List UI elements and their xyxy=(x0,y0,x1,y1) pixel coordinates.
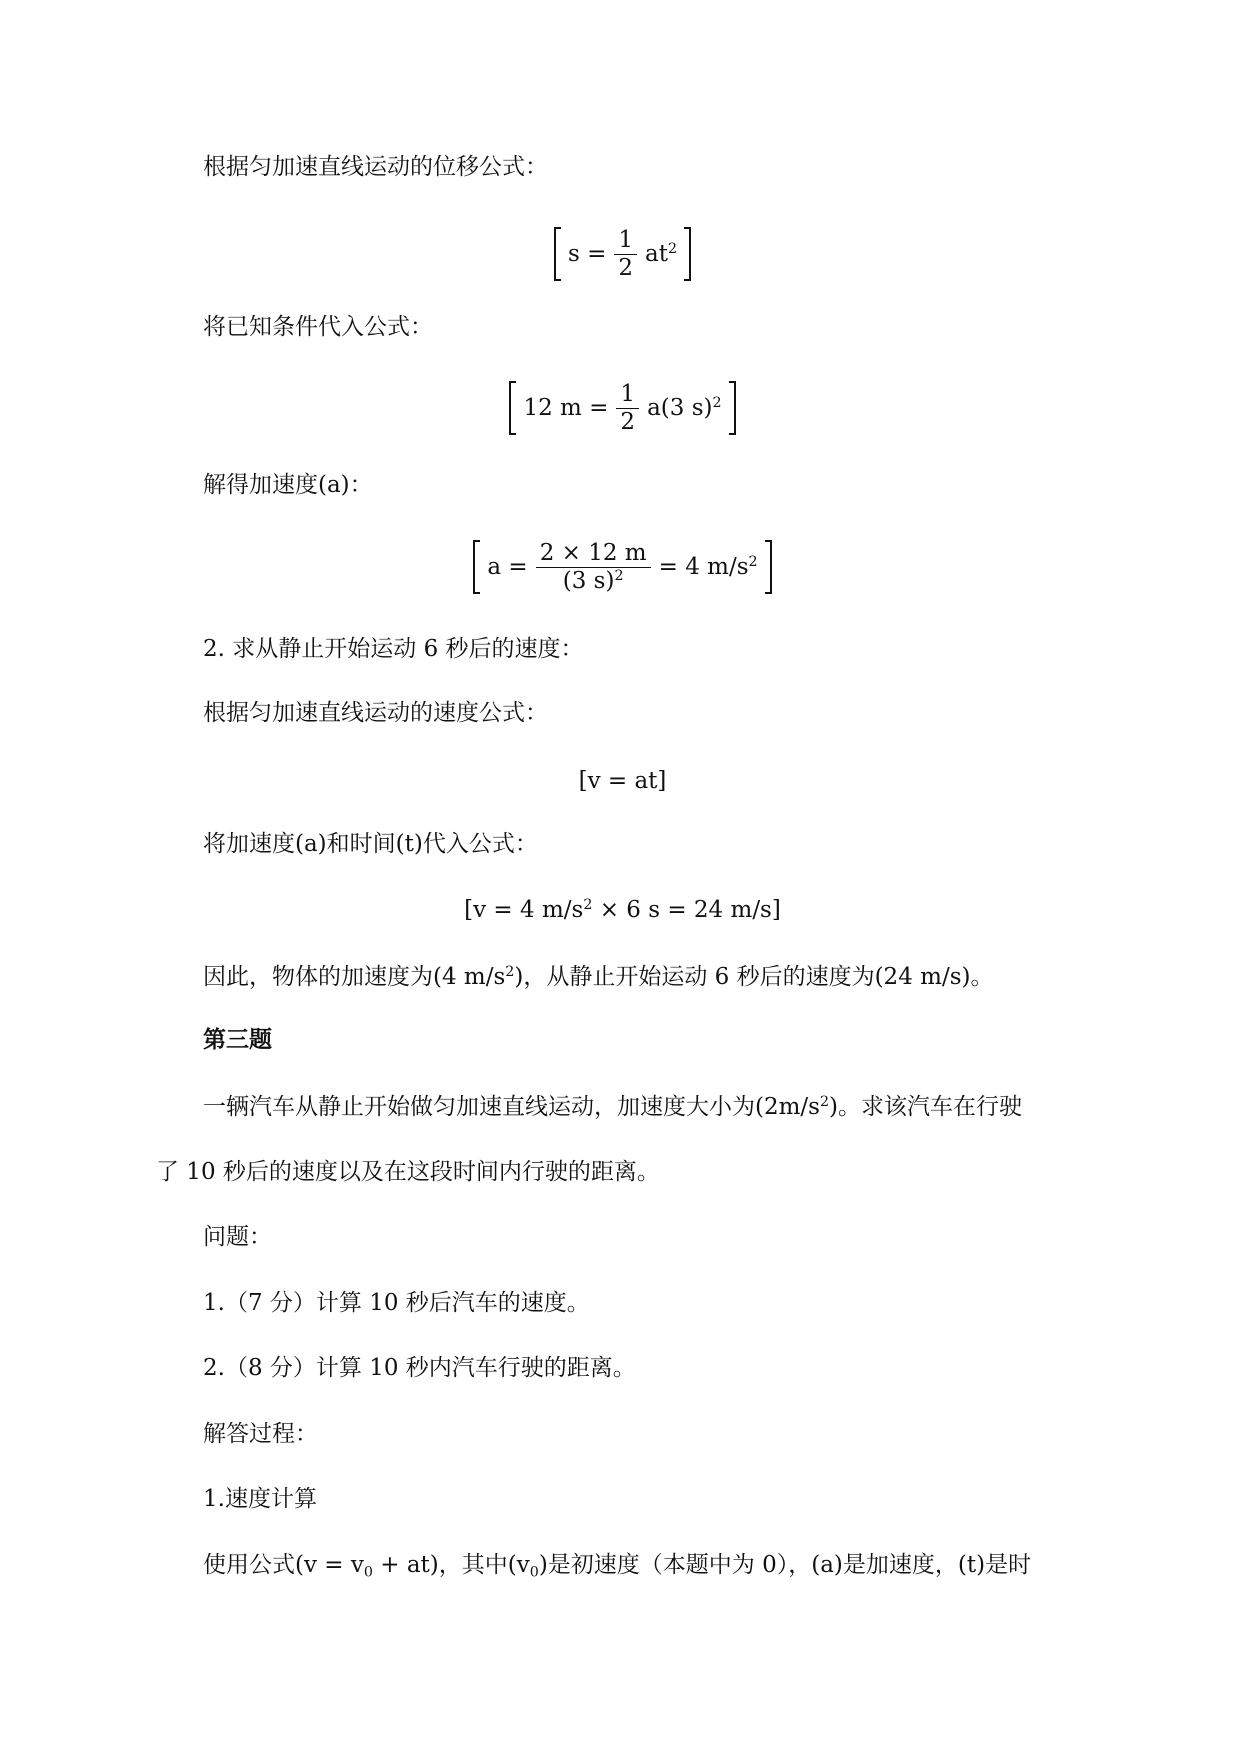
formula-rhs-text: = 4 m/s xyxy=(658,554,749,580)
formula-lhs: 12 m = xyxy=(523,395,609,421)
formula-substitution xyxy=(156,376,1089,440)
text-segment: 一辆汽车从静止开始做匀加速直线运动，加速度大小为(2m/s xyxy=(203,1094,820,1120)
formula-acceleration-result xyxy=(156,535,1089,599)
fraction-denominator: 2 xyxy=(618,254,633,281)
section-heading-question3: 第三题 xyxy=(203,1026,272,1053)
formula-lhs: a = xyxy=(487,554,528,580)
formula-lhs: s = xyxy=(567,241,607,267)
right-bracket xyxy=(765,540,772,594)
formula-rhs-text: at xyxy=(644,241,668,267)
paragraph-part2-heading: 2. 求从静止开始运动 6 秒后的速度： xyxy=(203,636,584,662)
superscript: 2 xyxy=(583,897,593,914)
formula-velocity: [v = at] xyxy=(578,768,667,794)
text-segment: )是初速度（本题中为 0），(a)是加速度，(t)是时 xyxy=(538,1552,1032,1578)
formula-rhs xyxy=(647,395,721,421)
paragraph-problem-line2: 了 10 秒后的速度以及在这段时间内行驶的距离。 xyxy=(156,1159,660,1185)
solution-step-1-title: 1.速度计算 xyxy=(203,1486,317,1512)
fraction-numerator: 1 xyxy=(616,381,639,409)
superscript: 2 xyxy=(819,1094,830,1111)
paragraph-solve-acceleration: 解得加速度(a)： xyxy=(203,472,373,498)
formula-displacement xyxy=(156,222,1089,286)
paragraph-problem-line1 xyxy=(156,1087,1089,1127)
paragraph-displacement-formula-intro: 根据匀加速直线运动的位移公式： xyxy=(203,154,548,180)
left-bracket xyxy=(554,227,561,281)
superscript: 2 xyxy=(712,395,722,412)
superscript: 2 xyxy=(667,241,678,258)
left-bracket xyxy=(473,540,480,594)
text-segment: )，从静止开始运动 6 秒后的速度为(24 m/s)。 xyxy=(514,964,994,990)
right-bracket xyxy=(729,381,736,435)
formula-rhs-text: a(3 s) xyxy=(647,395,713,421)
left-bracket xyxy=(509,381,516,435)
fraction-denominator xyxy=(559,568,628,595)
paragraph-questions-label: 问题： xyxy=(203,1224,272,1250)
superscript: 2 xyxy=(748,554,758,571)
question-item-2: 2.（8 分）计算 10 秒内汽车行驶的距离。 xyxy=(203,1355,636,1381)
paragraph-conclusion xyxy=(156,957,1089,997)
superscript: 2 xyxy=(614,567,624,584)
fraction-denominator-text: (3 s) xyxy=(562,567,615,594)
fraction xyxy=(614,227,637,282)
formula-velocity-result xyxy=(156,890,1089,930)
text-segment: 因此，物体的加速度为(4 m/s xyxy=(203,964,506,990)
subscript: 0 xyxy=(363,1564,373,1581)
formula-text-start: [v = 4 m/s xyxy=(464,897,584,923)
fraction-denominator: 2 xyxy=(620,408,636,435)
text-segment: 使用公式(v = v xyxy=(203,1552,364,1578)
paragraph-substitute-velocity: 将加速度(a)和时间(t)代入公式： xyxy=(203,831,538,857)
fraction-numerator: 1 xyxy=(614,227,637,255)
subscript: 0 xyxy=(529,1564,539,1581)
formula-text-end: × 6 s = 24 m/s] xyxy=(592,897,781,923)
formula-rhs xyxy=(645,241,677,267)
superscript: 2 xyxy=(505,964,515,981)
paragraph-substitute-intro: 将已知条件代入公式： xyxy=(203,314,433,340)
right-bracket xyxy=(684,227,691,281)
formula-rhs xyxy=(659,554,758,580)
text-segment: )。求该汽车在行驶 xyxy=(829,1094,1023,1120)
fraction xyxy=(616,381,639,436)
question-item-1: 1.（7 分）计算 10 秒后汽车的速度。 xyxy=(203,1290,590,1316)
paragraph-formula-usage xyxy=(156,1545,1089,1585)
fraction xyxy=(536,540,651,595)
paragraph-velocity-formula-intro: 根据匀加速直线运动的速度公式： xyxy=(203,700,548,726)
text-segment: + at)，其中(v xyxy=(372,1552,530,1578)
fraction-numerator: 2 × 12 m xyxy=(536,540,651,568)
paragraph-solution-label: 解答过程： xyxy=(203,1421,318,1447)
